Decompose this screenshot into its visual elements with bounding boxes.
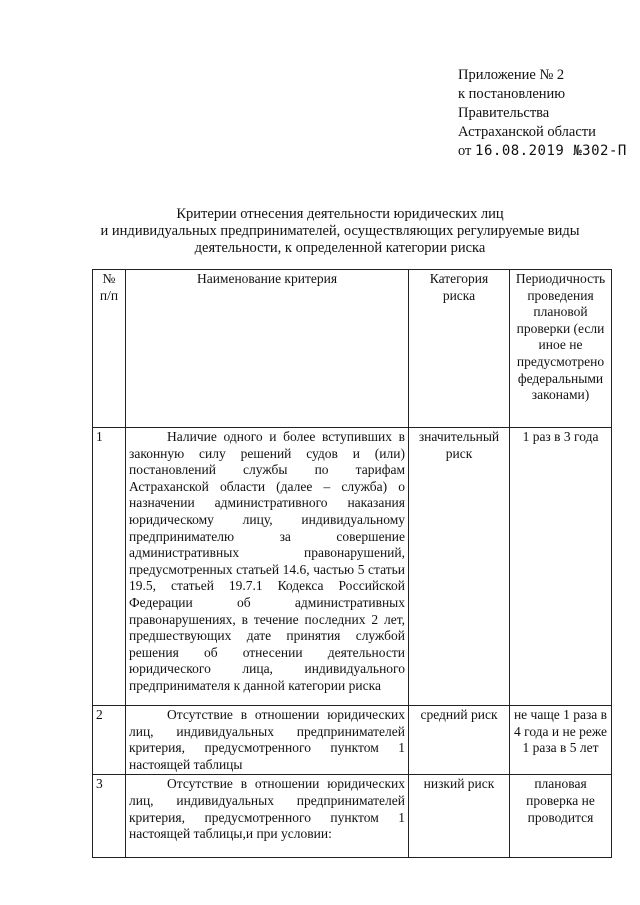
header-category: Категория риска xyxy=(409,270,510,428)
appendix-line-3: Правительства xyxy=(458,105,550,121)
row-category: значительный риск xyxy=(409,428,510,706)
row-category: средний риск xyxy=(409,706,510,775)
table-row xyxy=(93,775,612,858)
appendix-line-2: к постановлению xyxy=(458,86,566,102)
registration-date-number: 16.08.2019 №302-П xyxy=(475,143,627,159)
table-row xyxy=(93,428,612,706)
row-criterion: Отсутствие в отношении юридических лиц, индивидуальных предпринимателей критерия, предусмотренного пунктом 1 настоящей таблицы xyxy=(126,706,409,775)
row-number: 2 xyxy=(93,706,126,775)
appendix-registration xyxy=(458,142,628,161)
header-period: Периодичность проведения плановой проверки (если иное не предусмотрено федеральными законами) xyxy=(510,270,612,428)
header-number: № п/п xyxy=(93,270,126,428)
registration-prefix: от xyxy=(458,143,472,159)
row-period: 1 раз в 3 года xyxy=(510,428,612,706)
header-criterion: Наименование критерия xyxy=(126,270,409,428)
criteria-table xyxy=(92,269,612,858)
table-header-row xyxy=(93,270,612,428)
row-number: 1 xyxy=(93,428,126,706)
title-line-3: деятельности, к определенной категории риска xyxy=(194,240,486,256)
row-period: плановая проверка не проводится xyxy=(510,775,612,858)
table-row xyxy=(93,706,612,775)
appendix-line-4: Астраханской области xyxy=(458,124,596,140)
row-criterion: Отсутствие в отношении юридических лиц, индивидуальных предпринимателей критерия, предусмотренного пунктом 1 настоящей таблицы,и при условии: xyxy=(126,775,409,858)
row-number: 3 xyxy=(93,775,126,858)
row-period: не чаще 1 раза в 4 года и не реже 1 раза в 5 лет xyxy=(510,706,612,775)
document-title xyxy=(80,206,600,257)
appendix-line-1: Приложение № 2 xyxy=(458,67,565,83)
title-line-1: Критерии отнесения деятельности юридических лиц xyxy=(176,206,504,222)
row-category: низкий риск xyxy=(409,775,510,858)
appendix-header xyxy=(458,66,628,161)
row-criterion: Наличие одного и более вступивших в законную силу решений судов и (или) постановлений службы по тарифам Астраханской области (далее – служба) о назначении административного наказания юридическому лицу, индивидуальному предпринимателю за совершение административных правонарушений, предусмотренных статьей 14.6, частью 5 статьи 19.5, статьей 19.7.1 Кодекса Российской Федерации об административных правонарушениях, в течение последних 2 лет, предшествующих дате принятия службой решения об отнесении деятельности юридического лица, индивидуального предпринимателя к данной категории риска xyxy=(126,428,409,706)
title-line-2: и индивидуальных предпринимателей, осуществляющих регулируемые виды xyxy=(100,223,580,239)
